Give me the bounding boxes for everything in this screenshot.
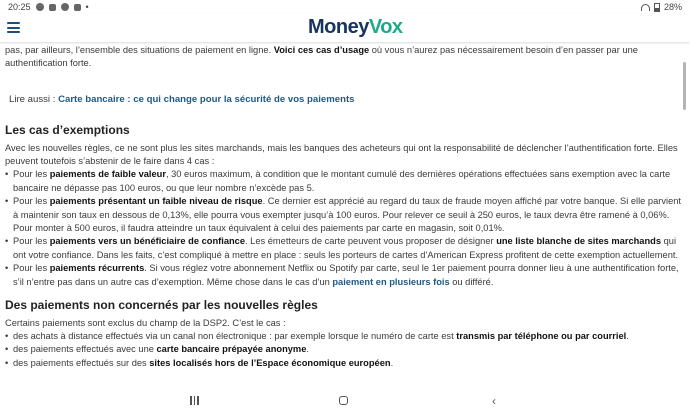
- intro-text: où vous n’aurez pas nécessairement besoin d’en passer par une authentification forte.: [5, 45, 638, 69]
- back-icon[interactable]: ‹: [492, 394, 496, 408]
- list-item-bold: carte bancaire prépayée anonyme: [156, 344, 307, 355]
- list-item-text: des achats à distance effectués via un canal non électronique : par exemple lorsque le numéro de carte est: [13, 330, 457, 341]
- list-item-bold: une liste blanche de sites marchands: [496, 236, 662, 247]
- notification-icon: [61, 3, 69, 11]
- list-item-text: Pour les: [13, 169, 50, 180]
- recent-apps-icon[interactable]: [190, 396, 199, 405]
- list-item-text: qui ont votre confiance. Dans les faits, c’est compliqué à mettre en place : seuls les porteurs de cartes d’American Express profitent de cette exemption actuellement.: [13, 236, 679, 260]
- list-item-bold: paiements vers un bénéficiaire de confiance: [49, 236, 246, 247]
- article-body: [5, 44, 681, 370]
- list-item-text: Pour les: [13, 263, 50, 274]
- list-item-text: des paiements effectués avec une: [13, 344, 157, 355]
- list-item-bold: sites localisés hors de l’Espace économique européen: [149, 357, 391, 368]
- list-item: [5, 262, 681, 289]
- battery-icon: [654, 3, 660, 12]
- list-item-bold: paiements présentant un faible niveau de risque: [49, 196, 263, 207]
- site-header: [0, 14, 690, 42]
- notification-icon: [74, 4, 81, 11]
- exemptions-list: [5, 168, 681, 289]
- site-logo[interactable]: [308, 16, 403, 39]
- list-item-text: . Si vous réglez votre abonnement Netflix ou Spotify par carte, seul le 1er paiement pourra donner lieu à une authentification forte, s’il n’entre pas dans un autre cas d’exemption. Même chose dans le cas d’un: [13, 263, 679, 287]
- intro-paragraph: [5, 44, 681, 71]
- installment-payment-link[interactable]: paiement en plusieurs fois: [332, 276, 450, 287]
- list-item-text: .: [390, 357, 394, 368]
- section-excluded-title: Des paiements non concernés par les nouvelles règles: [5, 298, 318, 313]
- list-item-text: Pour les: [13, 196, 50, 207]
- list-item-text: des paiements effectués sur des: [13, 357, 150, 368]
- logo-money-text: Money: [308, 16, 369, 38]
- intro-bold: Voici ces cas d’usage: [273, 45, 370, 55]
- list-item-text: , 30 euros maximum, à condition que le montant cumulé des dernières opérations effectuées sans exemption avec la carte bancaire ne dépasse pas 100 euros, ou que leur nombre n’excède pas 5.: [13, 169, 671, 193]
- intro-text: pas, par ailleurs, l’ensemble des situations de paiement en ligne.: [5, 45, 274, 55]
- more-notifications-icon: •: [85, 2, 89, 12]
- list-item-text: ou différé.: [449, 276, 494, 287]
- list-item-text: .: [626, 330, 629, 341]
- system-navigation-bar: [0, 391, 690, 413]
- section-excluded-intro: Certains paiements sont exclus du champ de la DSP2. C’est le cas :: [5, 317, 286, 328]
- home-icon[interactable]: [339, 396, 348, 405]
- page-scrollbar[interactable]: [683, 62, 686, 110]
- list-item: [5, 343, 681, 356]
- read-also-link[interactable]: Carte bancaire : ce qui change pour la sécurité de vos paiements: [58, 93, 355, 105]
- list-item-bold: paiements de faible valeur: [49, 169, 166, 180]
- list-item-text: . Ce dernier est apprécié au regard du taux de fraude moyen affiché par votre banque. Si elle parvient à maintenir son taux en dessous de 0,13%, elle pourra vous exempter jusqu’à 100 euros. Pour relever ce seuil à 250 euros, le taux devra être ramené à 0,06%. Pour monter à 500 euros, il faudra atteindre un taux équivalent à celui des paiements par carte en magasin, soit 0,01%.: [13, 196, 682, 234]
- excluded-list: [5, 330, 681, 370]
- list-item-bold: paiements récurrents: [49, 263, 145, 274]
- list-item: [5, 235, 681, 262]
- section-exemptions-intro: Avec les nouvelles règles, ce ne sont plus les sites marchands, mais les banques des acheteurs qui ont la responsabilité de déclencher l’authentification forte. Elles peuvent toutefois s’abstenir de le faire dans 4 cas :: [5, 142, 678, 167]
- list-item: [5, 195, 681, 235]
- status-bar: [0, 0, 690, 14]
- hamburger-menu-icon[interactable]: [7, 22, 20, 33]
- list-item: [5, 330, 681, 343]
- list-item-text: .: [306, 344, 309, 355]
- list-item-bold: transmis par téléphone ou par courriel: [456, 330, 627, 341]
- status-time: 20:25: [8, 2, 31, 12]
- section-exemptions-title: Les cas d’exemptions: [5, 123, 130, 138]
- list-item-text: . Les émetteurs de carte peuvent vous proposer de désigner: [245, 236, 497, 247]
- read-also: [9, 93, 681, 106]
- read-also-label: Lire aussi :: [9, 93, 59, 105]
- notification-icon: [36, 3, 44, 11]
- battery-level: 28%: [663, 2, 682, 12]
- notification-icon: [49, 4, 56, 11]
- list-item: [5, 357, 681, 370]
- logo-vox-text: Vox: [368, 16, 403, 38]
- list-item: [5, 168, 681, 195]
- list-item-text: Pour les: [13, 236, 50, 247]
- wifi-icon: [641, 4, 650, 11]
